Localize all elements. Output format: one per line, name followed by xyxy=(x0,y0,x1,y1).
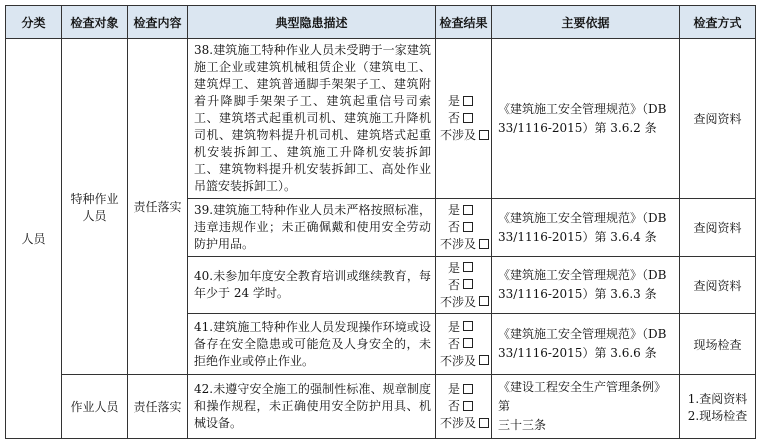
basis-cell xyxy=(492,257,680,314)
result-no[interactable]: 否 xyxy=(440,398,491,415)
basis-cell xyxy=(492,375,680,439)
basis-line: 三十三条 xyxy=(498,418,547,432)
inspection-table xyxy=(5,5,756,439)
hazard-description: 42.未遵守安全施工的强制性标准、规章制度和操作规程，未正确使用安全防护用具、机械设备。 xyxy=(188,375,436,439)
basis-line: 《建筑施工安全管理规范》（DB xyxy=(498,101,667,116)
basis-line: 33/1116-2015）第 3.6.2 条 xyxy=(498,120,657,135)
content-cell: 责任落实 xyxy=(128,39,188,375)
header-description: 典型隐患描述 xyxy=(188,6,436,39)
result-cell xyxy=(436,257,492,314)
result-yes[interactable]: 是 xyxy=(440,260,491,277)
method-cell xyxy=(680,375,756,439)
checkbox-icon[interactable] xyxy=(463,401,473,411)
method-cell: 查阅资料 xyxy=(680,199,756,257)
result-cell xyxy=(436,39,492,199)
result-cell xyxy=(436,314,492,375)
result-no[interactable]: 否 xyxy=(440,336,491,353)
header-basis: 主要依据 xyxy=(492,6,680,39)
checkbox-icon[interactable] xyxy=(479,418,489,428)
method-cell: 现场检查 xyxy=(680,314,756,375)
basis-line: 33/1116-2015）第 3.6.4 条 xyxy=(498,229,657,244)
method-cell: 查阅资料 xyxy=(680,39,756,199)
checkbox-icon[interactable] xyxy=(479,296,489,306)
header-category: 分类 xyxy=(6,6,62,39)
header-object: 检查对象 xyxy=(62,6,128,39)
checkbox-icon[interactable] xyxy=(463,338,473,348)
result-cell xyxy=(436,199,492,257)
hazard-description: 40.未参加年度安全教育培训或继续教育，每年少于 24 学时。 xyxy=(188,257,436,314)
result-yes[interactable]: 是 xyxy=(440,319,491,336)
result-yes[interactable]: 是 xyxy=(440,202,491,219)
inspection-table-wrapper xyxy=(5,5,756,439)
checkbox-icon[interactable] xyxy=(463,321,473,331)
checkbox-icon[interactable] xyxy=(463,222,473,232)
checkbox-icon[interactable] xyxy=(463,279,473,289)
checkbox-icon[interactable] xyxy=(479,355,489,365)
header-row xyxy=(6,6,756,39)
result-yes[interactable]: 是 xyxy=(440,93,491,110)
table-row xyxy=(6,375,756,439)
result-yes[interactable]: 是 xyxy=(440,381,491,398)
result-no[interactable]: 否 xyxy=(440,277,491,294)
basis-line: 《建筑施工安全管理规范》（DB xyxy=(498,268,667,282)
object-cell-special-workers xyxy=(62,39,128,375)
header-content: 检查内容 xyxy=(128,6,188,39)
checkbox-icon[interactable] xyxy=(463,384,473,394)
object-label-line: 特种作业 xyxy=(70,191,119,206)
basis-line: 33/1116-2015）第 3.6.3 条 xyxy=(498,287,657,301)
object-label-line: 人员 xyxy=(82,208,107,223)
header-method: 检查方式 xyxy=(680,6,756,39)
basis-cell xyxy=(492,314,680,375)
basis-cell xyxy=(492,199,680,257)
result-na[interactable]: 不涉及 xyxy=(440,353,491,370)
category-cell: 人员 xyxy=(6,39,62,439)
hazard-description: 38.建筑施工特种作业人员未受聘于一家建筑施工企业或建筑机械租赁企业（建筑电工、建筑焊工、建筑普通脚手架架子工、建筑附着升降脚手架架子工、建筑起重信号司索工、建筑塔式起重机司机、建筑施工升降机司机、建筑物料提升机司机、建筑塔式起重机安装拆卸工、建筑施工升降机安装拆卸工、建筑物料提升机安装拆卸工、高处作业吊篮安装拆卸工）。 xyxy=(188,39,436,199)
checkbox-icon[interactable] xyxy=(463,262,473,272)
header-result: 检查结果 xyxy=(436,6,492,39)
basis-line: 《建筑施工安全管理规范》（DB xyxy=(498,210,667,225)
checkbox-icon[interactable] xyxy=(463,205,473,215)
hazard-description: 41.建筑施工特种作业人员发现操作环境或设备存在安全隐患或可能危及人身安全的，未拒绝作业或停止作业。 xyxy=(188,314,436,375)
object-cell-workers: 作业人员 xyxy=(62,375,128,439)
result-no[interactable]: 否 xyxy=(440,219,491,236)
result-na[interactable]: 不涉及 xyxy=(440,294,491,311)
checkbox-icon[interactable] xyxy=(479,130,489,140)
checkbox-icon[interactable] xyxy=(479,239,489,249)
checkbox-icon[interactable] xyxy=(463,113,473,123)
hazard-description: 39.建筑施工特种作业人员未严格按照标准，违章违规作业；未正确佩戴和使用安全劳动防护用品。 xyxy=(188,199,436,257)
basis-cell xyxy=(492,39,680,199)
method-line: 1.查阅资料 xyxy=(687,391,748,406)
basis-line: 《建筑施工安全管理规范》（DB xyxy=(498,327,667,341)
method-line: 2.现场检查 xyxy=(687,408,748,423)
result-na[interactable]: 不涉及 xyxy=(440,236,491,253)
basis-line: 33/1116-2015）第 3.6.6 条 xyxy=(498,346,657,360)
result-cell xyxy=(436,375,492,439)
checkbox-icon[interactable] xyxy=(463,96,473,106)
result-na[interactable]: 不涉及 xyxy=(440,415,491,432)
basis-line: 《建设工程安全生产管理条例》第 xyxy=(498,380,667,413)
result-no[interactable]: 否 xyxy=(440,110,491,127)
table-row xyxy=(6,39,756,199)
result-na[interactable]: 不涉及 xyxy=(440,127,491,144)
method-cell: 查阅资料 xyxy=(680,257,756,314)
content-cell: 责任落实 xyxy=(128,375,188,439)
